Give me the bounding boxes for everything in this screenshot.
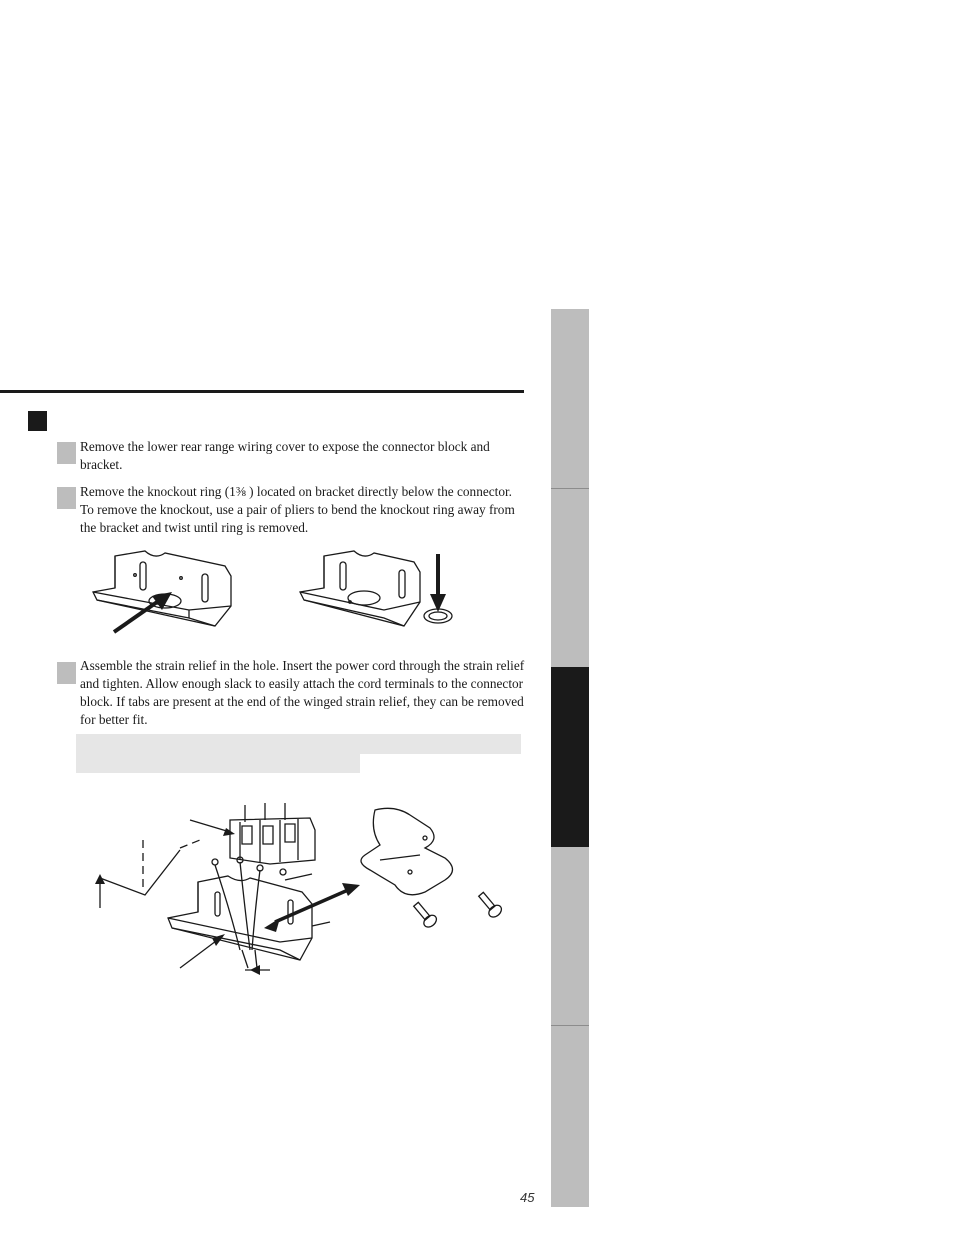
section-tab-5[interactable] bbox=[551, 1026, 589, 1207]
step-1-text: Remove the lower rear range wiring cover to expose the connector block and bracket. bbox=[80, 439, 490, 472]
note-band bbox=[76, 734, 521, 754]
remove-ring-arrow bbox=[428, 552, 448, 616]
note-band-tail bbox=[76, 754, 360, 773]
step-3-marker bbox=[57, 662, 76, 684]
step-2-text: Remove the knockout ring (1⅜ ) located on bracket directly below the connector. To remove the knockout, use a pair of pliers to bend the knockout ring away from the bracket and twist until ring is removed. bbox=[80, 484, 515, 535]
section-tabs bbox=[551, 309, 589, 1207]
section-tab-2[interactable] bbox=[551, 489, 589, 667]
section-marker bbox=[28, 411, 47, 431]
insert-arrow bbox=[110, 588, 180, 638]
section-tab-1[interactable] bbox=[551, 309, 589, 488]
callout-lines bbox=[80, 800, 440, 980]
section-divider bbox=[0, 390, 524, 393]
section-tab-3-active[interactable] bbox=[551, 667, 589, 847]
step-1-marker bbox=[57, 442, 76, 464]
page-number: 45 bbox=[520, 1190, 535, 1205]
section-tab-4[interactable] bbox=[551, 847, 589, 1025]
step-3-text: Assemble the strain relief in the hole. Insert the power cord through the strain relief and tighten. Allow enough slack to easily attach the cord terminals to the connector block. If tabs are present at the end of the winged strain relief, they can be removed for better fit. bbox=[80, 658, 525, 727]
step-2-marker bbox=[57, 487, 76, 509]
